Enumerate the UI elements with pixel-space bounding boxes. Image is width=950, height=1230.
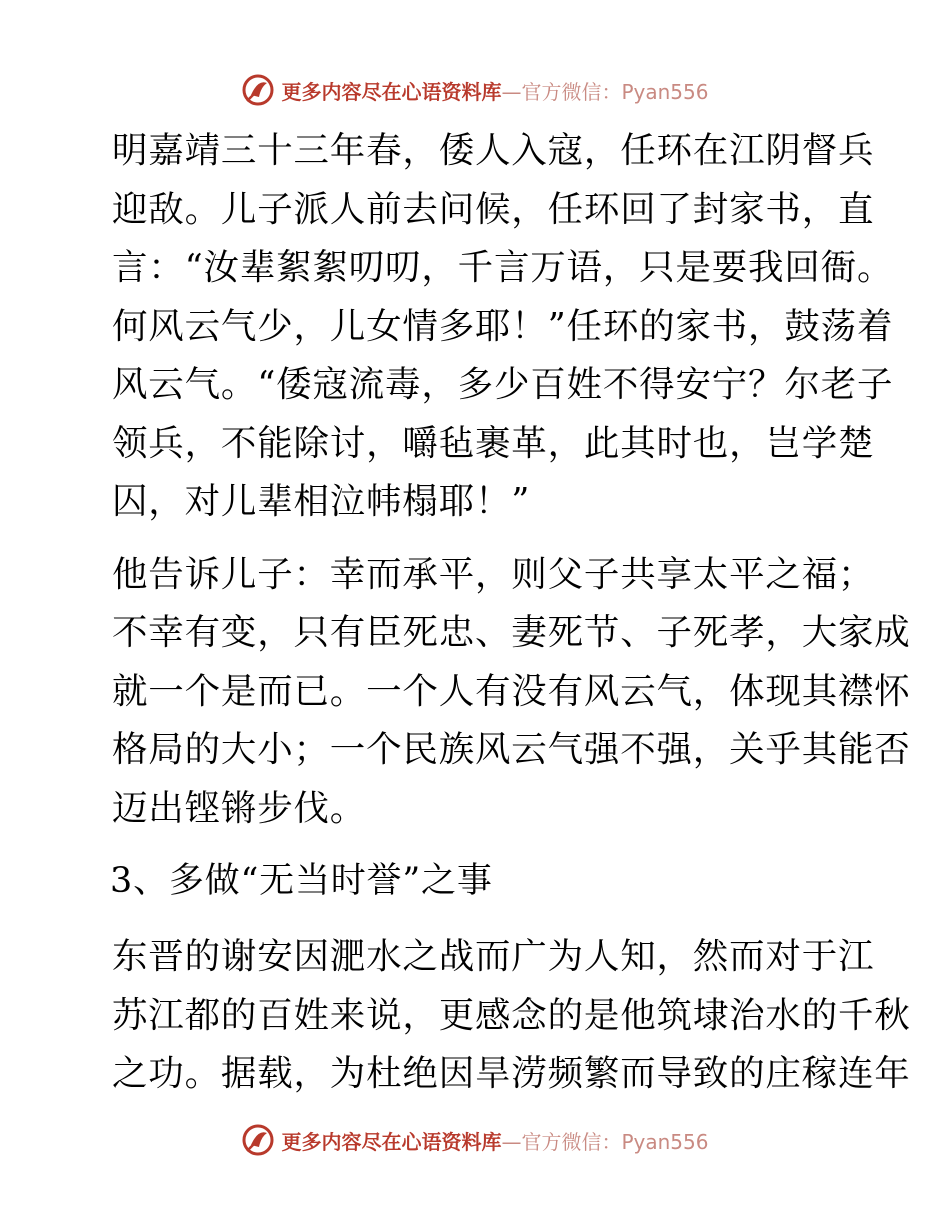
text-line: 何风云气少，儿女情多耶！”任环的家书，鼓荡着 — [112, 305, 894, 347]
text-line: 不幸有变，只有臣死忠、妻死节、子死孝，大家成 — [112, 612, 911, 653]
text-line: 他告诉儿子：幸而承平，则父子共享太平之福； — [112, 553, 875, 595]
paragraph-1 — [100, 122, 894, 532]
text-line: 东晋的谢安因淝水之战而广为人知，然而对于江 — [112, 936, 875, 977]
logo-icon — [241, 1123, 275, 1157]
text-line: 言：“汝辈絮絮叨叨，千言万语，只是要我回衙。 — [112, 247, 894, 288]
text-line: 囚，对儿辈相泣帏榻耶！” — [112, 481, 531, 522]
text-line: 迎敌。儿子派人前去问候，任环回了封家书，直 — [112, 188, 875, 230]
text-line: 之功。据载，为杜绝因旱涝频繁而导致的庄稼连年 — [112, 1053, 911, 1094]
text-line: 领兵，不能除讨，嚼毡裹革，此其时也，岂学楚 — [112, 422, 875, 464]
text-line: 就一个是而已。一个人有没有风云气，体现其襟怀 — [112, 670, 911, 712]
watermark-secondary-text: 官方微信：Pyan556 — [521, 1129, 709, 1154]
watermark-secondary-text: 官方微信：Pyan556 — [521, 79, 709, 104]
text-line: 迈出铿锵步伐。 — [112, 787, 367, 829]
text-line: 明嘉靖三十三年春，倭人入寇，任环在江阴督兵 — [112, 130, 875, 171]
watermark-dash: — — [501, 79, 522, 104]
document-body — [100, 122, 911, 1118]
paragraph-3 — [100, 928, 911, 1104]
paragraph-2 — [100, 546, 911, 839]
text-line: 格局的大小；一个民族风云气强不强，关乎其能否 — [112, 729, 911, 770]
watermark-primary-text: 更多内容尽在心语资料库 — [281, 1129, 502, 1154]
logo-icon — [241, 73, 275, 107]
section-heading: 3、多做“无当时誉”之事 — [110, 861, 493, 901]
text-line: 苏江都的百姓来说，更感念的是他筑埭治水的千秋 — [112, 994, 911, 1036]
footer-watermark — [0, 1120, 950, 1160]
header-watermark — [0, 70, 950, 110]
watermark-dash: — — [501, 1129, 522, 1154]
watermark-primary-text: 更多内容尽在心语资料库 — [281, 79, 502, 104]
text-line: 风云气。“倭寇流毒，多少百姓不得安宁？尔老子 — [112, 364, 894, 405]
